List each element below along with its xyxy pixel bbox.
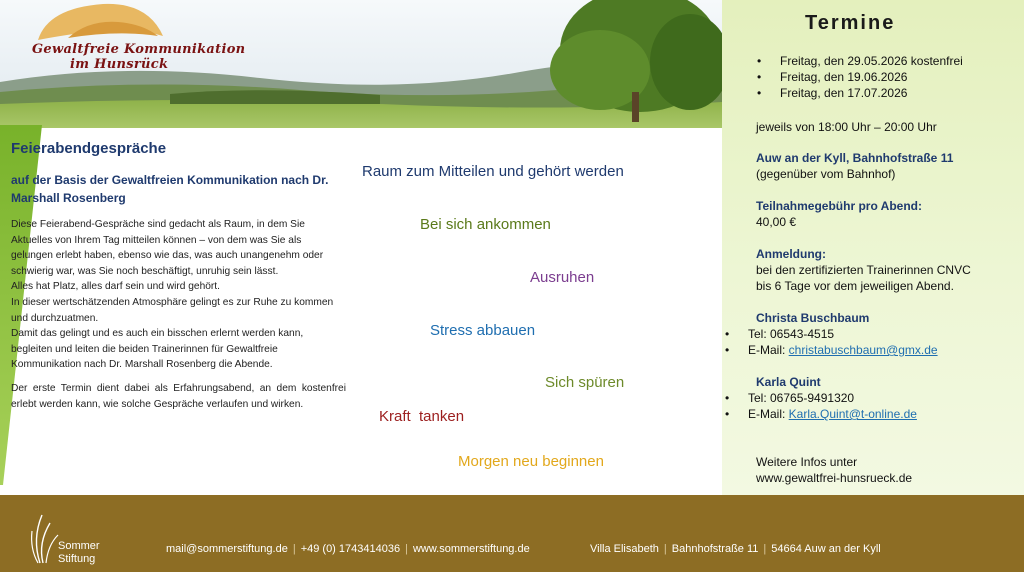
time-text: jeweils von 18:00 Uhr – 20:00 Uhr [756,120,937,134]
contact-name: Karla Quint [756,375,821,389]
date-item: • Freitag, den 29.05.2026 kostenfrei [755,53,963,69]
separator: | [292,543,296,555]
first-date-paragraph: Der erste Termin dient dabei als Erfahrungsabend, an dem kostenfrei erlebt werden kann, wie solche Gespräche verlaufen und wirken. [11,382,346,410]
footer-phone: +49 (0) 1743414036 [300,543,401,555]
keyword-kraft-tanken: Kraft tanken [379,408,465,425]
logo-text-line1: Gewaltfreie Kommunikation [32,42,246,57]
separator: | [405,543,408,555]
footer-venue: Villa Elisabeth [590,543,659,555]
contact-phone [723,390,917,406]
keyword-ausruhen: Ausruhen [530,269,595,286]
document-title: Feierabendgespräche [11,140,167,157]
keyword-sich-spueren: Sich spüren [545,374,625,391]
intro-paragraph [11,217,346,373]
separator: | [763,543,767,555]
date-item: • Freitag, den 17.07.2026 [755,85,963,101]
contact-email [723,342,938,358]
brand-logo [8,2,246,74]
fee-value: 40,00 € [756,215,797,229]
registration-block [756,246,971,294]
fee-block [756,198,922,230]
website-link[interactable]: www.gewaltfrei-hunsrueck.de [756,471,913,485]
more-info-block [756,454,912,486]
brand-name-line1: Sommer [58,540,100,552]
phone-text: Tel: 06543-4515 [748,327,835,341]
footer-address-line [590,543,881,555]
intro-text-1: Diese Feierabend-Gespräche sind gedacht als Raum, in dem Sie Aktuelles von Ihrem Tag mitteilen können – von dem was Sie als gelungen erlebt haben, ebenso wie das, was auch unangenehm oder schwierig war, was Sie noch beschäftigt, unruhig sein lässt. [11,219,324,277]
intro-column [11,140,346,412]
keyword-morgen-neu: Morgen neu beginnen [458,453,604,470]
contact-phone [723,326,938,342]
keyword-stress-abbauen: Stress abbauen [430,322,536,339]
contact-name: Christa Buschbaum [756,311,870,325]
registration-label: Anmeldung: [756,247,826,261]
fee-label: Teilnahmegebühr pro Abend: [756,199,923,213]
footer-contact-line [166,543,530,555]
location-block [756,150,953,182]
date-list [755,53,963,101]
email-prefix: E-Mail: [748,407,789,421]
keyword-ankommen: Bei sich ankommen [420,216,551,233]
registration-line2: bis 6 Tage vor dem jeweiligen Abend. [756,279,954,293]
intro-text-4: Damit das gelingt und es auch ein bisschen erlernt werden kann, begleiten und leiten die beiden Trainerinnen für Gewaltfreie Kommunikation nach Dr. Marshall Rosenberg die Abende. [11,328,304,371]
footer-email[interactable]: mail@sommerstiftung.de [166,543,288,555]
termine-panel [722,0,1024,495]
contact-list [723,390,917,422]
footer-street: Bahnhofstraße 11 [671,543,759,555]
registration-line1: bei den zertifizierten Trainerinnen CNVC [756,263,971,277]
email-prefix: E-Mail: [748,343,789,357]
date-item: • Freitag, den 19.06.2026 [755,69,963,85]
footer-web[interactable]: www.sommerstiftung.de [412,543,530,555]
intro-text-2: Alles hat Platz, alles darf sein und wird gehört. [11,281,220,293]
footer-bar [0,495,1024,572]
sommer-stiftung-logo [28,505,118,565]
email-link[interactable]: christabuschbaum@gmx.de [788,343,938,357]
location-note: (gegenüber vom Bahnhof) [756,167,896,181]
middle-heading: Raum zum Mitteilen und gehört werden [362,163,624,180]
phone-text: Tel: 06765-9491320 [748,391,855,405]
footer-city: 54664 Auw an der Kyll [771,543,881,555]
info-label: Weitere Infos unter [756,455,858,469]
logo-text-line2: im Hunsrück [70,57,169,72]
contact-email [723,406,917,422]
document-subtitle: auf der Basis der Gewaltfreien Kommunikation nach Dr. Marshall Rosenberg [11,173,329,205]
separator: | [663,543,667,555]
termine-title: Termine [805,12,896,34]
intro-text-3: In dieser wertschätzenden Atmosphäre gelingt es zur Ruhe zu kommen und durchzuatmen. [11,296,334,324]
brand-name-line2: Stiftung [58,553,96,565]
contact-karla [748,374,917,422]
contact-list [723,326,938,358]
contact-christa [748,310,938,358]
email-link[interactable]: Karla.Quint@t-online.de [788,407,917,421]
location-label: Auw an der Kyll, Bahnhofstraße 11 [756,151,954,165]
grass-icon [28,509,62,565]
